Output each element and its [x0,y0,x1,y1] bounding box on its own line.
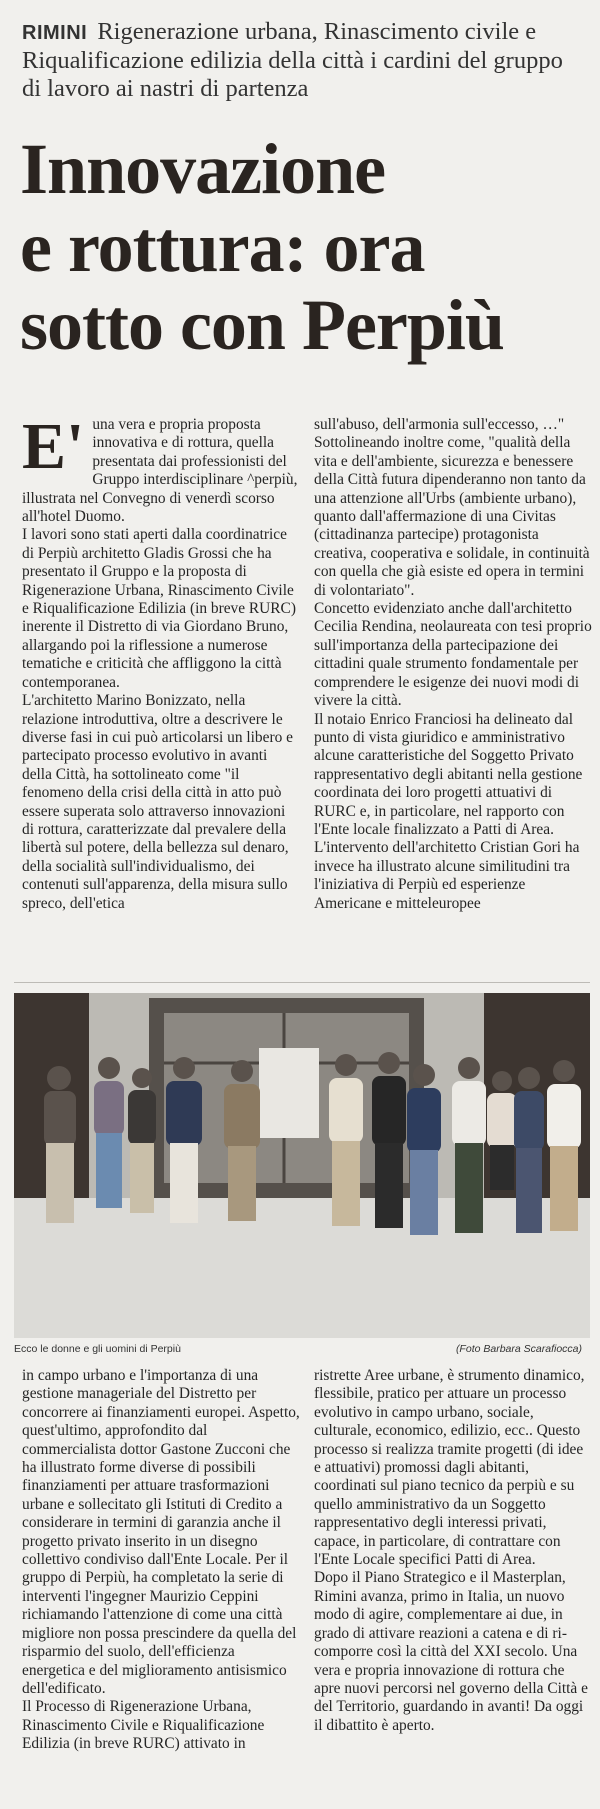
photo-credit: (Foto Barbara Scarafiocca) [455,1343,582,1355]
col4-paragraph-1: ristrette Aree urbane, è strumento dinamico, flessibile, pratico per attuare un processo evolutivo in campo urbano, sociale, culturale, economico, edilizio, ecc.. Questo processo si realizza tramite progetti (di idee e attuativi) promossi dagli abitanti, coordinati sul piano tecnico da perpiù e su quello amministrativo da un Soggetto rappresentativo degli interessi privati, capace, in particolare, di contrattare con l'Ente Locale specifici Patti di Area. [314,1367,585,1569]
col2-paragraph-2: Concetto evidenziato anche dall'architetto Cecilia Rendina, neolaureata con tesi proprio sull'importanza della partecipazione dei cittadini quale strumento fondamentale per comprendere le esigenze dei nuovi modi di vivere la città. [314,600,592,710]
group-photo [14,993,590,1338]
kicker [22,18,582,103]
column-4 [314,1367,592,1735]
headline-line3: sotto con Perpiù [20,285,504,365]
divider-top [14,982,590,983]
photo-caption: Ecco le donne e gli uomini di Perpiù [14,1343,181,1355]
kicker-place: RIMINI [22,22,88,44]
headline [20,130,590,364]
column-2 [314,416,592,913]
col1-paragraph-3: L'architetto Marino Bonizzato, nella relazione introduttiva, oltre a descrivere le diverse fasi in cui può articolarsi un libero e partecipato processo evolutivo in avanti della Città, ha sottolineato come "il fenomeno della crisi della città in atto può essere superata solo attraverso innovazioni di rottura, caratterizzate dal prevalere della libertà sul potere, della bellezza sul denaro, della socialità sull'individualismo, dei contenuti sull'apparenza, della misura sullo spreco, dell'etica [22,692,293,912]
col1-paragraph-2: I lavori sono stati aperti dalla coordinatrice di Perpiù architetto Gladis Grossi che ha presentato il Gruppo e la proposta di Rigenerazione Urbana, Rinascimento Civile e Riqualificazione Edilizia (in breve RURC) inerente il Distretto di via Giordano Bruno, allargando poi la riflessione a numerose tematiche e criticità che affliggono la città contemporanea. [22,526,296,691]
col1-paragraph-1: una vera e propria proposta innovativa e di rottura, quella presentata dai professionisti del Gruppo interdisciplinare ^perpiù, illustrata nel Convegno di venerdì scorso all'hotel Duomo. [22,416,298,526]
col3-paragraph-2: Il Processo di Rigenerazione Urbana, Rinascimento Civile e Riqualificazione Edilizia (in breve RURC) attivato in [22,1698,265,1753]
col3-paragraph-1: in campo urbano e l'importanza di una gestione manageriale del Distretto per concorrere ai finanziamenti europei. Aspetto, quest'ultimo, approfondito dal commercialista dottor Gastone Zucconi che ha illustrato forme diverse di possibili finanziamenti per attuare trasformazioni urbane e sollecitato gli Istituti di Credito a considerare in termini di garanzia anche il progetto privato inserito in un disegno collettivo condiviso dall'Ente Locale. Per il gruppo di Perpiù, ha completato la serie di interventi l'ingegner Maurizio Ceppini richiamando l'attenzione di come una città migliore non possa prescindere da quella del risparmio del suolo, dell'efficienza energetica e del miglioramento antisismico dell'edificato. [22,1367,300,1697]
col4-paragraph-2: Dopo il Piano Strategico e il Masterplan, Rimini avanza, primo in Italia, un nuovo modo di agire, complementare ai due, in grado di attivare reazioni a catena e di ri-comporre così la città del XXI secolo. Una vera e propria innovazione di rottura che apre nuovi percorsi nel governo della Città e del Territorio, guardando in avanti! Da oggi il dibattito è aperto. [314,1569,588,1734]
headline-line1: Innovazione [20,129,386,209]
col2-paragraph-3: Il notaio Enrico Franciosi ha delineato dal punto di vista giuridico e amministrativo alcune caratteristiche del Soggetto Privato rappresentativo degli abitanti nella gestione coordinata dei loro progetti attuativi di RURC e, in particolare, nel rapporto con l'Ente locale finalizzato a Patti di Area. L'intervento dell'architetto Cristian Gori ha invece ha illustrato alcune similitudini tra l'iniziativa di Perpiù ed esperienze Americane e mitteleuropee [314,710,583,912]
kicker-text: Rigenerazione urbana, Rinascimento civile e Riqualificazione edilizia della città i cardini del gruppo di lavoro ai nastri di partenza [22,18,563,102]
group-photo-illustration [14,993,590,1338]
headline-line2: e rottura: ora [20,207,425,287]
column-3 [22,1367,300,1754]
col2-paragraph-1: sull'abuso, dell'armonia sull'eccesso, …" Sottolineando inoltre come, "qualità della vita e dell'ambiente, sicurezza e benessere della Città futura dipenderanno non tanto da una attenzione all'Urbs (ambiente urbano), quanto dall'affermazione di una Civitas (cittadinanza partecipe) protagonista creativa, cooperativa e solidale, in continuità con quella che già esiste ed opera in termini di volontariato". [314,416,590,599]
column-1 [22,410,300,913]
drop-cap: E' [22,410,85,483]
